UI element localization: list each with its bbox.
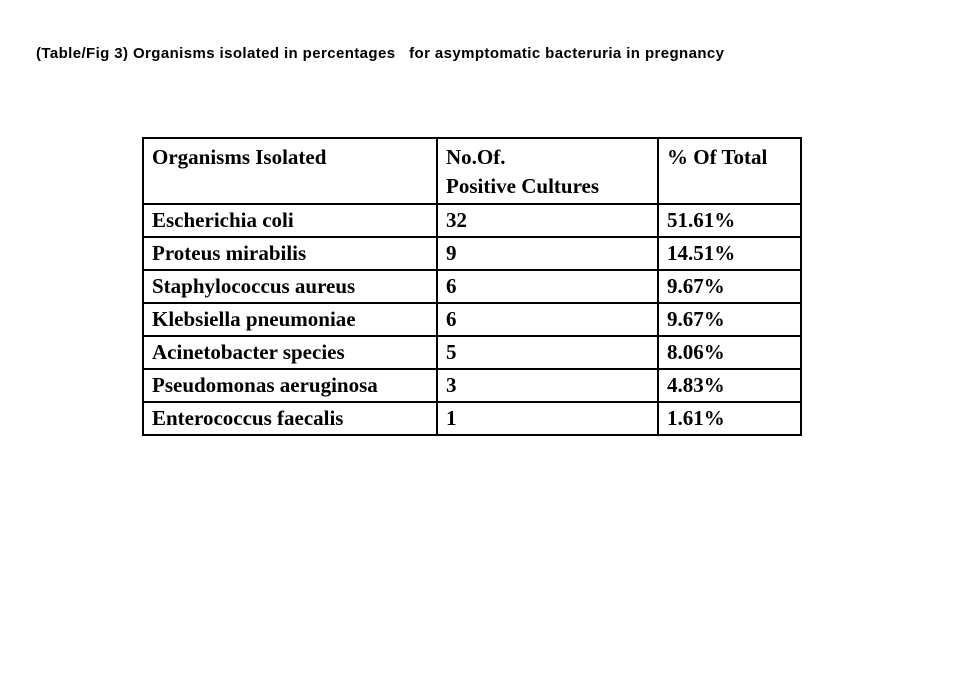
percent-cell: 9.67% — [658, 303, 801, 336]
table-row — [143, 204, 801, 237]
count-cell: 6 — [437, 303, 658, 336]
organism-cell: Escherichia coli — [143, 204, 437, 237]
col-header-organisms-label: Organisms Isolated — [152, 145, 327, 169]
percent-cell: 14.51% — [658, 237, 801, 270]
count-cell: 6 — [437, 270, 658, 303]
col-header-percent-total — [658, 138, 801, 204]
figure-caption: (Table/Fig 3) Organisms isolated in percentages for asymptomatic bacteruria in pregnancy — [36, 45, 725, 62]
col-header-organisms — [143, 138, 437, 204]
col-header-positive-cultures-line2: Positive Cultures — [446, 174, 600, 198]
count-cell: 1 — [437, 402, 658, 435]
percent-cell: 9.67% — [658, 270, 801, 303]
table-body — [143, 204, 801, 435]
table-row — [143, 336, 801, 369]
organism-cell: Acinetobacter species — [143, 336, 437, 369]
table-row — [143, 303, 801, 336]
count-cell: 9 — [437, 237, 658, 270]
col-header-positive-cultures — [437, 138, 658, 204]
percent-cell: 4.83% — [658, 369, 801, 402]
percent-cell: 8.06% — [658, 336, 801, 369]
table-header — [143, 138, 801, 204]
count-cell: 5 — [437, 336, 658, 369]
organism-cell: Klebsiella pneumoniae — [143, 303, 437, 336]
col-header-positive-cultures-line1: No.Of. — [446, 145, 506, 169]
organism-cell: Enterococcus faecalis — [143, 402, 437, 435]
organisms-table — [142, 137, 802, 436]
organism-cell: Proteus mirabilis — [143, 237, 437, 270]
table-row — [143, 237, 801, 270]
organism-cell: Staphylococcus aureus — [143, 270, 437, 303]
count-cell: 3 — [437, 369, 658, 402]
table-row — [143, 402, 801, 435]
table-row — [143, 270, 801, 303]
table-row — [143, 369, 801, 402]
percent-cell: 1.61% — [658, 402, 801, 435]
header-row — [143, 138, 801, 204]
count-cell: 32 — [437, 204, 658, 237]
col-header-percent-total-label: % Of Total — [667, 145, 768, 169]
organism-cell: Pseudomonas aeruginosa — [143, 369, 437, 402]
percent-cell: 51.61% — [658, 204, 801, 237]
